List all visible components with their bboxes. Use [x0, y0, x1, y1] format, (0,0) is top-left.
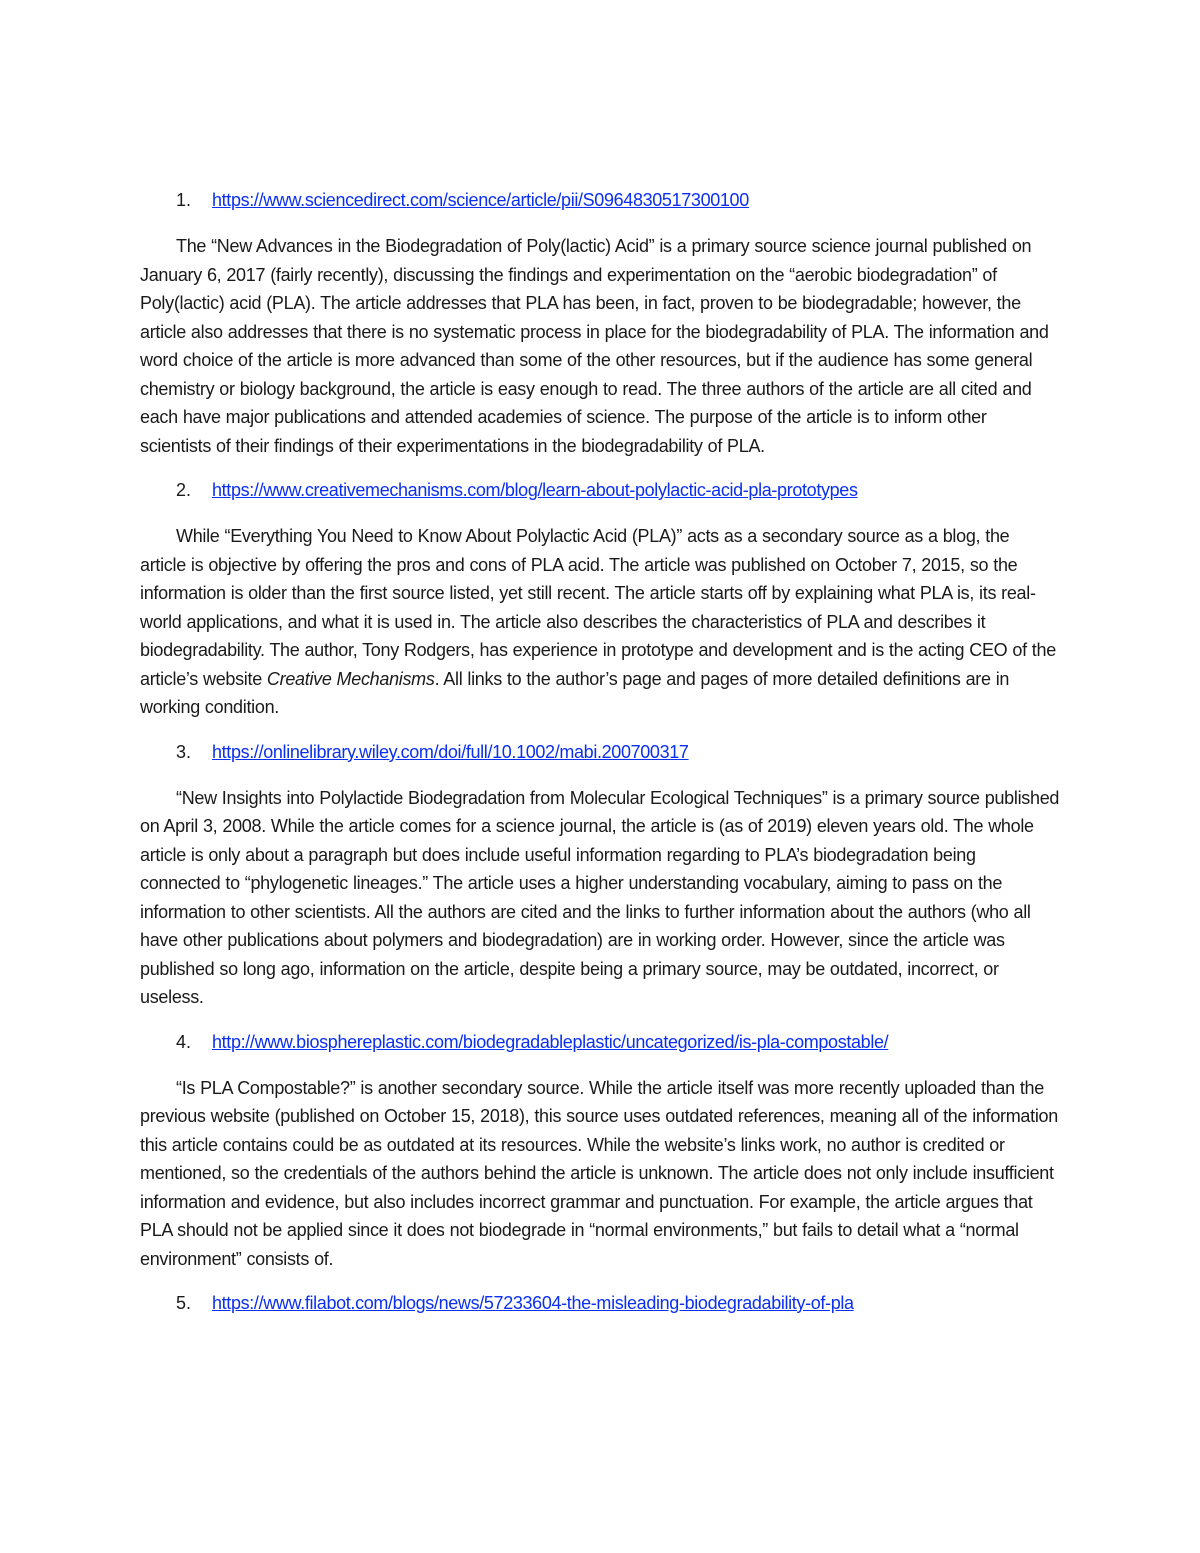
- entry-number: 3.: [176, 741, 192, 762]
- entry-number: 1.: [176, 190, 192, 210]
- bibliography-entry-2: [140, 476, 1060, 722]
- entry-annotation: [140, 522, 1060, 722]
- entry-number: 5.: [176, 1293, 192, 1313]
- entry-heading: [140, 186, 1060, 214]
- entry-number: 2.: [176, 480, 192, 500]
- source-link[interactable]: https://www.sciencedirect.com/science/article/pii/S0964830517300100: [212, 190, 749, 210]
- source-link[interactable]: http://www.biosphereplastic.com/biodegradableplastic/uncategorized/is-pla-compostable/: [212, 1031, 889, 1052]
- entry-number: 4.: [176, 1031, 192, 1052]
- bibliography-entry-5: [140, 1289, 1060, 1317]
- source-link[interactable]: https://www.creativemechanisms.com/blog/learn-about-polylactic-acid-pla-prototypes: [212, 480, 858, 500]
- entry-annotation: “New Insights into Polylactide Biodegradation from Molecular Ecological Techniques” is a primary source published on April 3, 2008. While the article comes for a science journal, the article is (as of 2019) eleven years old. The whole article is only about a paragraph but does include useful information regarding to PLA’s biodegradation being connected to “phylogenetic lineages.” The article uses a higher understanding vocabulary, aiming to pass on the information to other scientists. All the authors are cited and the links to further information about the authors (who all have other publications about polymers and biodegradation) are in working order. However, since the article was published so long ago, information on the article, despite being a primary source, may be outdated, incorrect, or useless.: [140, 787, 1060, 1007]
- website-name: Creative Mechanisms: [266, 668, 435, 689]
- bibliography-entry-4: [140, 1028, 1060, 1274]
- bibliography-entry-1: [140, 186, 1060, 460]
- bibliography-entry-3: [140, 738, 1060, 1012]
- source-link[interactable]: https://www.filabot.com/blogs/news/57233604-the-misleading-biodegradability-of-pla: [212, 1293, 854, 1313]
- source-link[interactable]: https://onlinelibrary.wiley.com/doi/full/10.1002/mabi.200700317: [212, 741, 689, 762]
- annotation-text: While “Everything You Need to Know About Polylactic Acid (PLA)” acts as a secondary source as a blog, the article is objective by offering the pros and cons of PLA acid. The article was published on October 7, 2015, so the information is older than the first source listed, yet still recent. The article starts off by explaining what PLA is, its real-world applications, and what it is used in. The article also describes the characteristics of PLA and describes it biodegradability. The author, Tony Rodgers, has experience in prototype and development and is the acting CEO of the article’s website: [140, 526, 1056, 689]
- entry-heading: [140, 738, 1060, 766]
- annotated-bibliography: [140, 186, 1060, 1333]
- entry-heading: [140, 1028, 1060, 1056]
- entry-annotation: “Is PLA Compostable?” is another secondary source. While the article itself was more recently uploaded than the previous website (published on October 15, 2018), this source uses outdated references, meaning all of the information this article contains could be as outdated at its resources. While the website’s links work, no author is credited or mentioned, so the credentials of the authors behind the article is unknown. The article does not only include insufficient information and evidence, but also includes incorrect grammar and punctuation. For example, the article argues that PLA should not be applied since it does not biodegrade in “normal environments,” but fails to detail what a “normal environment” consists of.: [140, 1077, 1058, 1269]
- entry-heading: [140, 476, 1060, 504]
- entry-heading: [140, 1289, 1060, 1317]
- annotation-text-end: . All links to the author’s page and pages of more detailed definitions are in working condition.: [140, 668, 1010, 717]
- entry-annotation: The “New Advances in the Biodegradation of Poly(lactic) Acid” is a primary source science journal published on January 6, 2017 (fairly recently), discussing the findings and experimentation on the “aerobic biodegradation” of Poly(lactic) acid (PLA). The article addresses that PLA has been, in fact, proven to be biodegradable; however, the article also addresses that there is no systematic process in place for the biodegradability of PLA. The information and word choice of the article is more advanced than some of the other resources, but if the audience has some general chemistry or biology background, the article is easy enough to read. The three authors of the article are all cited and each have major publications and attended academies of science. The purpose of the article is to inform other scientists of their findings of their experimentations in the biodegradability of PLA.: [140, 236, 1049, 456]
